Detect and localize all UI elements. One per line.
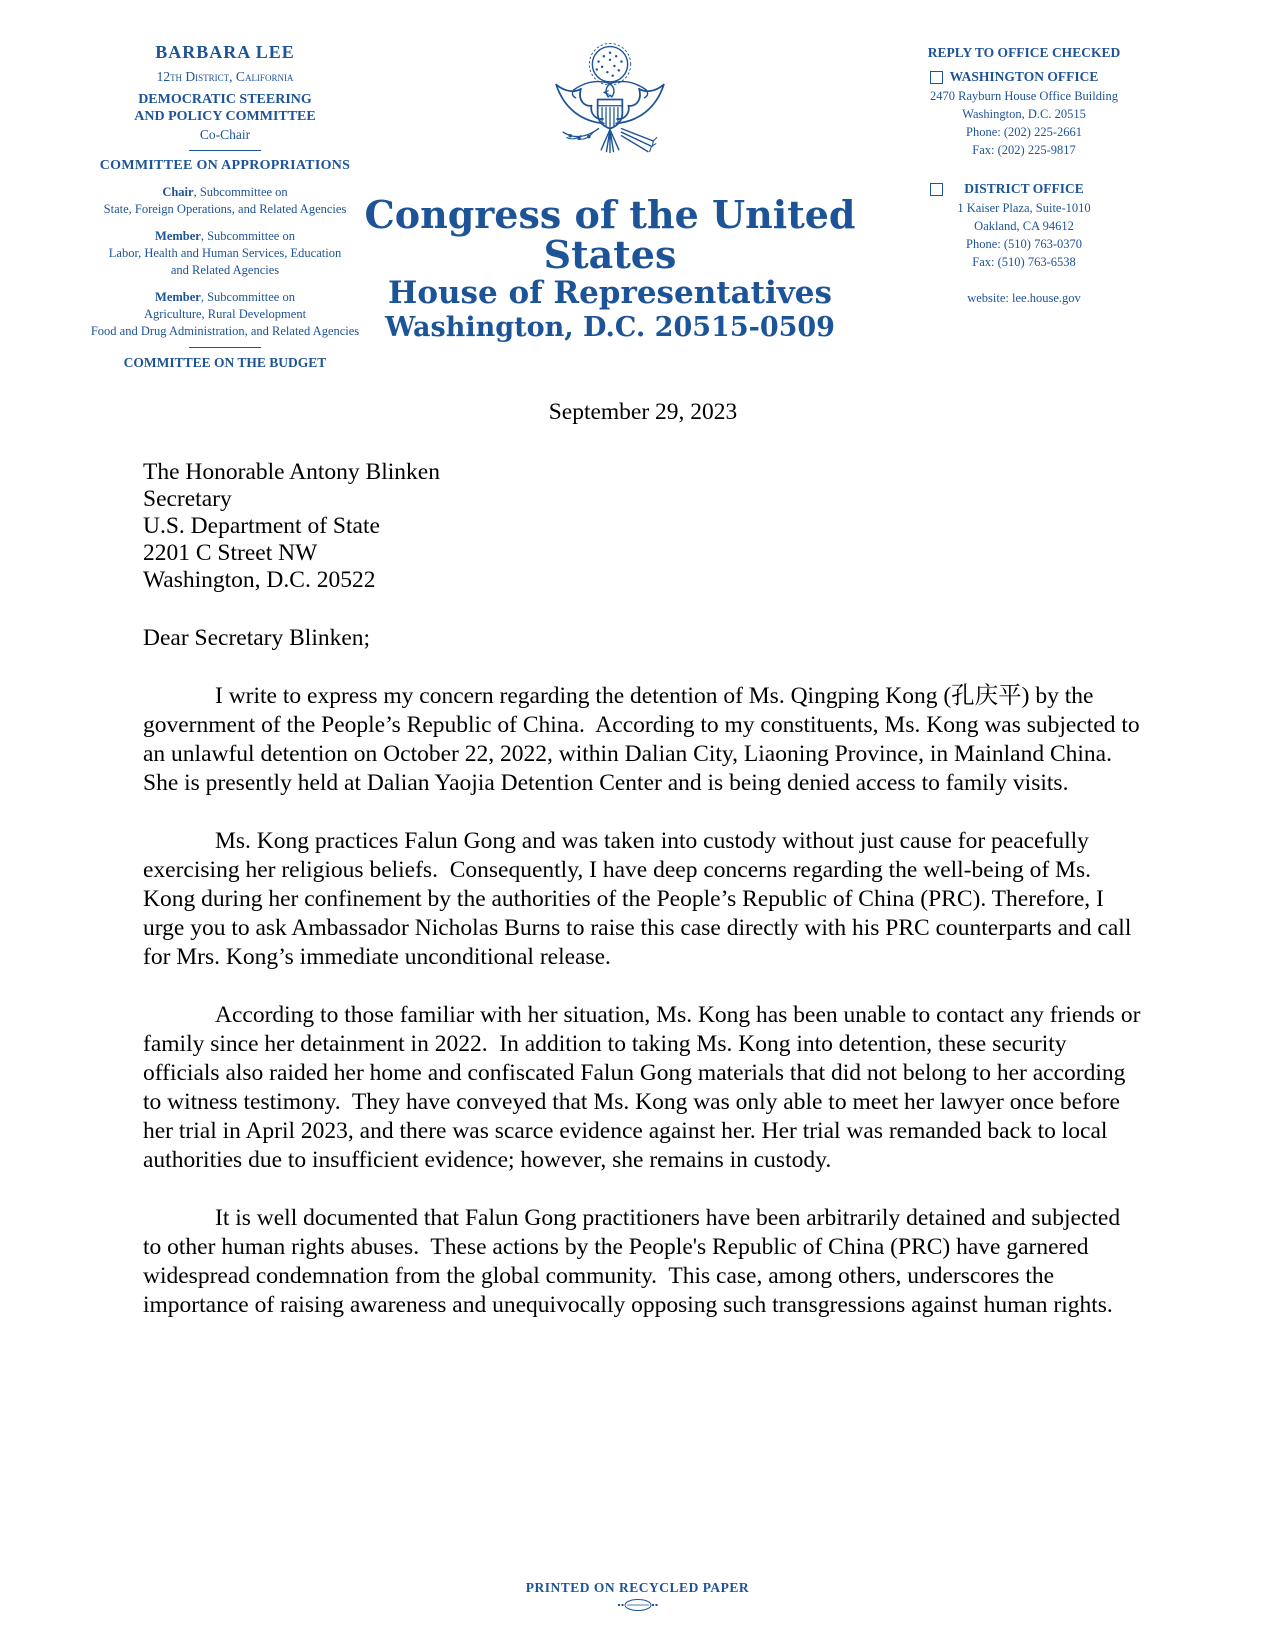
committee-entry-line: Food and Drug Administration, and Related Agencies — [90, 324, 360, 338]
union-bug-icon — [606, 1598, 670, 1612]
body-paragraph: I write to express my concern regarding the detention of Ms. Qingping Kong (孔庆平) by the government of the People’s Republic of China. According to my constituents, Ms. Kong was subjected to an unlawful detention on October 22, 2022, within Dalian City, Liaoning Province, in Mainland China. She is presently held at Dalian Yaojia Detention Center and is being denied access to family visits. — [143, 683, 1146, 796]
letterhead-center — [320, 36, 900, 345]
page-footer — [0, 1580, 1275, 1617]
committee-entry-line: and Related Agencies — [170, 263, 280, 277]
role-suffix: , Subcommittee on — [200, 229, 295, 243]
district-office-checkbox — [930, 183, 943, 196]
role-label: Chair — [162, 185, 194, 199]
committee-entry-line: State, Foreign Operations, and Related Agencies — [103, 202, 347, 216]
recycled-paper-notice: PRINTED ON RECYCLED PAPER — [525, 1580, 750, 1595]
budget-committee-title: COMMITTEE ON THE BUDGET — [123, 355, 327, 370]
letter-body — [143, 398, 1147, 1349]
washington-office-label: WASHINGTON OFFICE — [949, 69, 1099, 84]
great-seal-eagle-icon — [535, 36, 685, 186]
body-paragraph: It is well documented that Falun Gong practitioners have been arbitrarily detained and subjected to other human rights abuses. These actions by the People's Republic of China (PRC) have garnered widespread condemnation from the global community. This case, among others, underscores the importance of raising awareness and unequivocally opposing such transgressions against human rights. — [143, 1205, 1126, 1318]
divider-rule — [189, 347, 261, 348]
district-office-label: DISTRICT OFFICE — [964, 181, 1084, 196]
committee-entry-line: Agriculture, Rural Development — [143, 307, 307, 321]
role-suffix: , Subcommittee on — [200, 290, 295, 304]
committee-entry-line: Labor, Health and Human Services, Education — [108, 246, 342, 260]
role-label: Member — [155, 229, 201, 243]
reply-to-office-header: REPLY TO OFFICE CHECKED — [927, 45, 1121, 60]
office-address-line: 2470 Rayburn House Office Building — [930, 89, 1118, 103]
washington-office-checkbox — [930, 71, 943, 84]
house-title: House of Representatives — [388, 275, 832, 311]
washington-office-block — [898, 69, 1150, 159]
letterhead-right-column — [898, 45, 1150, 306]
recipient-line: The Honorable Antony Blinken — [143, 459, 440, 485]
steering-line2: AND POLICY COMMITTEE — [134, 109, 316, 124]
salutation: Dear Secretary Blinken; — [143, 625, 371, 651]
office-address-line: Phone: (510) 763-0370 — [966, 237, 1082, 251]
steering-line1: DEMOCRATIC STEERING — [138, 92, 312, 107]
divider-rule — [189, 150, 261, 151]
office-address-line: Washington, D.C. 20515 — [962, 107, 1086, 121]
recipient-address-block — [143, 459, 1143, 594]
letter-date: September 29, 2023 — [548, 399, 738, 425]
body-paragraph: According to those familiar with her situation, Ms. Kong has been unable to contact any friends or family since her detainment in 2022. In addition to taking Ms. Kong into detention, these security officials also raided her home and confiscated Falun Gong materials that did not belong to her according to witness testimony. They have conveyed that Ms. Kong was only able to meet her lawyer once before her trial in April 2023, and there was scarce evidence against her. Her trial was remanded back to local authorities due to insufficient evidence; however, she remains in custody. — [143, 1002, 1147, 1173]
office-address-line: Fax: (510) 763-6538 — [972, 255, 1076, 269]
website-line: website: lee.house.gov — [967, 291, 1081, 305]
congress-title: Congress of the United States — [364, 192, 856, 277]
office-address-line: Phone: (202) 225-2661 — [966, 125, 1082, 139]
office-address-line: Oakland, CA 94612 — [974, 219, 1074, 233]
recipient-line: Secretary — [143, 486, 232, 512]
member-district: 12th District, California — [156, 69, 294, 84]
district-office-block — [898, 181, 1150, 271]
member-name: BARBARA LEE — [155, 42, 295, 62]
washington-address: Washington, D.C. 20515-0509 — [385, 312, 835, 343]
role-label: Member — [155, 290, 201, 304]
appropriations-title: COMMITTEE ON APPROPRIATIONS — [99, 158, 351, 173]
role-suffix: , Subcommittee on — [193, 185, 288, 199]
recipient-line: 2201 C Street NW — [143, 540, 318, 566]
steering-role: Co-Chair — [199, 127, 251, 142]
recipient-line: Washington, D.C. 20522 — [143, 567, 376, 593]
office-address-line: Fax: (202) 225-9817 — [972, 143, 1076, 157]
recipient-line: U.S. Department of State — [143, 513, 380, 539]
body-paragraph: Ms. Kong practices Falun Gong and was taken into custody without just cause for peacefully exercising her religious beliefs. Consequently, I have deep concerns regarding the well-being of Ms. Kong during her confinement by the authorities of the People’s Republic of China (PRC). Therefore, I urge you to ask Ambassador Nicholas Burns to raise this case directly with his PRC counterparts and call for Mrs. Kong’s immediate unconditional release. — [143, 828, 1138, 970]
office-address-line: 1 Kaiser Plaza, Suite-1010 — [957, 201, 1091, 215]
